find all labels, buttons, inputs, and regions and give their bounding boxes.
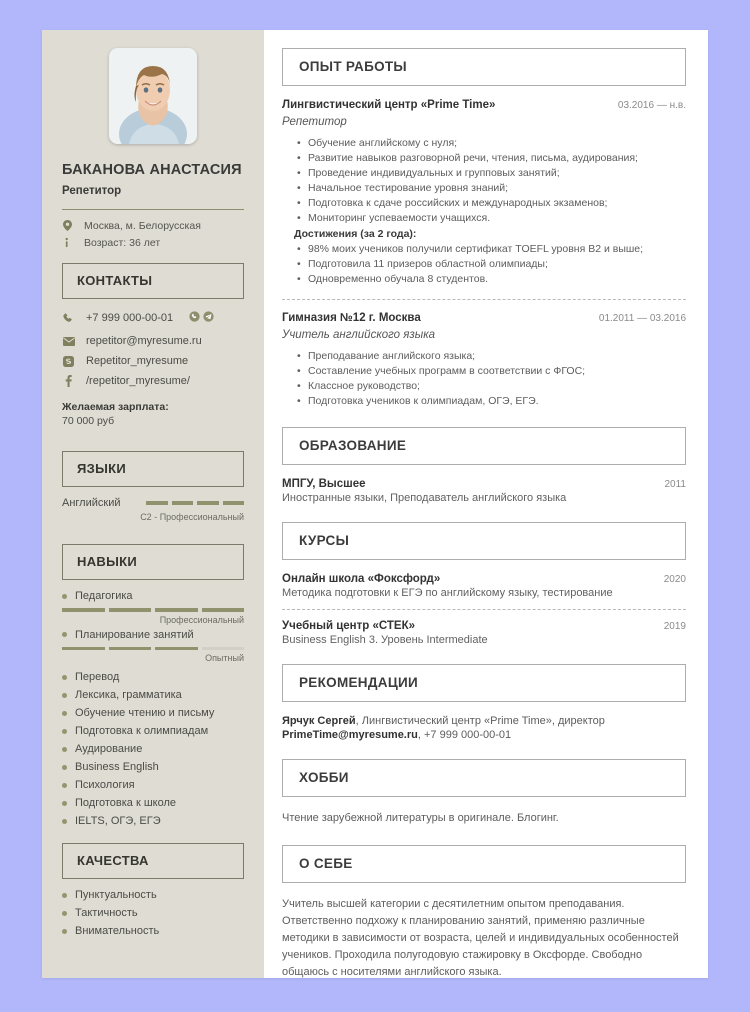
language-name: Английский [62,497,121,509]
skill-label: Подготовка к олимпиадам [75,725,209,737]
bullet-dot-icon [62,893,67,898]
salary-block [62,401,244,427]
phone-icon [62,313,75,324]
education-detail: Иностранные языки, Преподаватель английского языка [282,492,567,504]
telegram-icon[interactable] [203,309,214,327]
hobby-section-header [282,759,686,797]
skill-label: IELTS, ОГЭ, ЕГЭ [75,815,161,827]
list-item [62,761,244,773]
achievements-label: Достижения (за 2 года): [294,228,417,240]
recommendations-heading: РЕКОМЕНДАЦИИ [299,675,418,690]
skill-label: Перевод [75,671,120,683]
skill-label: Аудирование [75,743,143,755]
recommendations-section-header [282,664,686,702]
education-heading: ОБРАЗОВАНИЕ [299,438,407,453]
hobby-text: Чтение зарубежной литературы в оригинале. Блогинг. [282,812,559,824]
skill-label: Business English [75,761,159,773]
list-item [62,889,244,901]
bullet-dot-icon [62,801,67,806]
employment-dates: 03.2016 — н.в. [617,100,686,111]
achievements-list [308,243,686,285]
experience-entry-2 [282,312,686,407]
experience-entry-1 [282,99,686,285]
course-provider: Онлайн школа «Фоксфорд» [282,573,441,585]
skill-label: Подготовка к школе [75,797,176,809]
position-title: Репетитор [282,116,347,128]
list-item: • Начальное тестирование уровня знаний; [308,182,686,194]
duties-list [308,350,686,407]
list-item: • Подготовка учеников к олимпиадам, ОГЭ, ЕГЭ. [308,395,686,407]
recommender-phone: , +7 999 000-00-01 [417,729,512,741]
skills-list [62,671,244,827]
location-text: Москва, м. Белорусская [84,220,201,232]
employer-name: Лингвистический центр «Prime Time» [282,99,496,111]
meta-row-age [62,237,244,249]
portrait-photo-icon [109,48,197,144]
course-detail: Методика подготовки к ЕГЭ по английскому языку, тестирование [282,587,613,599]
qualities-heading: КАЧЕСТВА [77,853,149,868]
course-year: 2019 [663,621,686,632]
qualities-section-header [62,843,244,879]
quality-label: Внимательность [75,925,160,937]
skill-level-label: Профессиональный [159,614,244,625]
divider [282,609,686,610]
course-detail: Business English 3. Уровень Intermediate [282,634,488,646]
recommender-name: Ярчук Сергей [282,715,356,727]
duties-list [308,137,686,224]
bullet-dot-icon [62,675,67,680]
recommendation-entry [282,715,686,741]
quality-label: Пунктуальность [75,889,157,901]
experience-section-header [282,48,686,86]
bullet-dot-icon [62,783,67,788]
institution-name: МПГУ, Высшее [282,478,366,490]
quality-label: Тактичность [75,907,138,919]
bullet-dot-icon [62,711,67,716]
salary-label: Желаемая зарплата: [62,401,169,413]
list-item [62,779,244,791]
info-icon [62,237,72,248]
graduation-year: 2011 [664,479,686,490]
language-level-label: C2 - Профессиональный [140,512,244,522]
list-item [62,907,244,919]
contact-facebook[interactable] [62,375,244,387]
contact-email[interactable] [62,335,244,347]
education-section-header [282,427,686,465]
bullet-dot-icon [62,819,67,824]
course-entry-1 [282,573,686,599]
age-text: Возраст: 36 лет [84,237,161,249]
facebook-icon [62,375,75,387]
list-item: • Преподавание английского языка; [308,350,686,362]
rated-skill-planning [62,629,244,664]
contacts-heading: КОНТАКТЫ [77,273,153,288]
course-entry-2 [282,620,686,646]
email-text: repetitor@myresume.ru [86,335,202,347]
about-text: Учитель высшей категории с десятилетним опытом преподавания. Ответственно подхожу к планированию занятий, применяю различные методики в зависимости от возраста, целей и индивидуальных особенностей учеников. Проходила полугодовую стажировку в Оксфорде. Свободно общаюсь с носителями английского языка. [282,898,679,979]
courses-heading: КУРСЫ [299,533,350,548]
location-pin-icon [62,220,72,231]
bullet-dot-icon [62,747,67,752]
bullet-dot-icon [62,632,67,637]
bullet-dot-icon [62,911,67,916]
contact-skype[interactable] [62,355,244,367]
position-title: Учитель английского языка [282,329,436,341]
list-item [62,797,244,809]
bullet-dot-icon [62,765,67,770]
experience-heading: ОПЫТ РАБОТЫ [299,59,407,74]
main-content [264,30,708,978]
list-item: • Мониторинг успеваемости учащихся. [308,212,686,224]
skill-name: Планирование занятий [75,628,194,641]
list-item [62,707,244,719]
phone-text: +7 999 000-00-01 [86,312,174,324]
contact-phone[interactable] [62,309,244,327]
sidebar [42,30,264,978]
recommender-email[interactable]: PrimeTime@myresume.ru [282,729,418,741]
list-item: • Подготовила 11 призеров областной олимпиады; [308,258,686,270]
salary-value: 70 000 руб [62,415,115,427]
skill-level-bar [62,647,244,651]
bullet-dot-icon [62,929,67,934]
page-title: БАКАНОВА АНАСТАСИЯ [62,162,242,178]
language-item [62,497,244,522]
skill-label: Психология [75,779,135,791]
course-year: 2020 [663,574,686,585]
resume-page [42,30,708,978]
divider [62,209,244,210]
list-item: • Обучение английскому с нуля; [308,137,686,149]
recommender-contact-line [282,729,686,741]
skill-name: Педагогика [75,590,133,602]
list-item: • Составление учебных программ в соответствии с ФГОС; [308,365,686,377]
recommender-line [282,715,686,727]
divider [282,299,686,300]
avatar-container [62,48,244,144]
skype-icon [62,356,75,367]
list-item [62,925,244,937]
employer-name: Гимназия №12 г. Москва [282,312,421,324]
bullet-dot-icon [62,594,67,599]
hobby-heading: ХОББИ [299,770,349,785]
skill-level-label: Опытный [205,653,244,663]
list-item: • Классное руководство; [308,380,686,392]
contacts-section-header [62,263,244,299]
messenger-icons [189,309,214,327]
skill-label: Лексика, грамматика [75,689,182,701]
recommender-position: , Лингвистический центр «Prime Time», директор [355,715,605,727]
about-section-header [282,845,686,883]
list-item: • Развитие навыков разговорной речи, чтения, письма, аудирования; [308,152,686,164]
skills-section-header [62,544,244,580]
list-item: • 98% моих учеников получили сертификат TOEFL уровня B2 и выше; [308,243,686,255]
meta-row-location [62,220,244,232]
skills-heading: НАВЫКИ [77,554,137,569]
list-item [62,725,244,737]
list-item [62,689,244,701]
skype-text: Repetitor_myresume [86,355,189,367]
avatar [109,48,197,144]
list-item: • Проведение индивидуальных и групповых занятий; [308,167,686,179]
courses-section-header [282,522,686,560]
qualities-list [62,889,244,937]
job-title: Репетитор [62,185,122,197]
about-heading: О СЕБЕ [299,856,353,872]
envelope-icon [62,337,75,346]
list-item [62,815,244,827]
list-item [62,743,244,755]
rated-skill-pedagogy [62,590,244,625]
languages-heading: ЯЗЫКИ [77,461,126,476]
list-item: • Подготовка к сдаче российских и международных экзаменов; [308,197,686,209]
facebook-text: /repetitor_myresume/ [86,375,190,387]
bullet-dot-icon [62,693,67,698]
languages-section-header [62,451,244,487]
course-provider: Учебный центр «СТЕК» [282,620,415,632]
skill-level-bar [62,608,244,612]
skill-label: Обучение чтению и письму [75,707,215,719]
bullet-dot-icon [62,729,67,734]
whatsapp-icon[interactable] [189,309,200,327]
list-item: • Одновременно обучала 8 студентов. [308,273,686,285]
list-item [62,671,244,683]
employment-dates: 01.2011 — 03.2016 [598,313,686,324]
language-level-bar [146,501,244,505]
education-entry-1 [282,478,686,504]
